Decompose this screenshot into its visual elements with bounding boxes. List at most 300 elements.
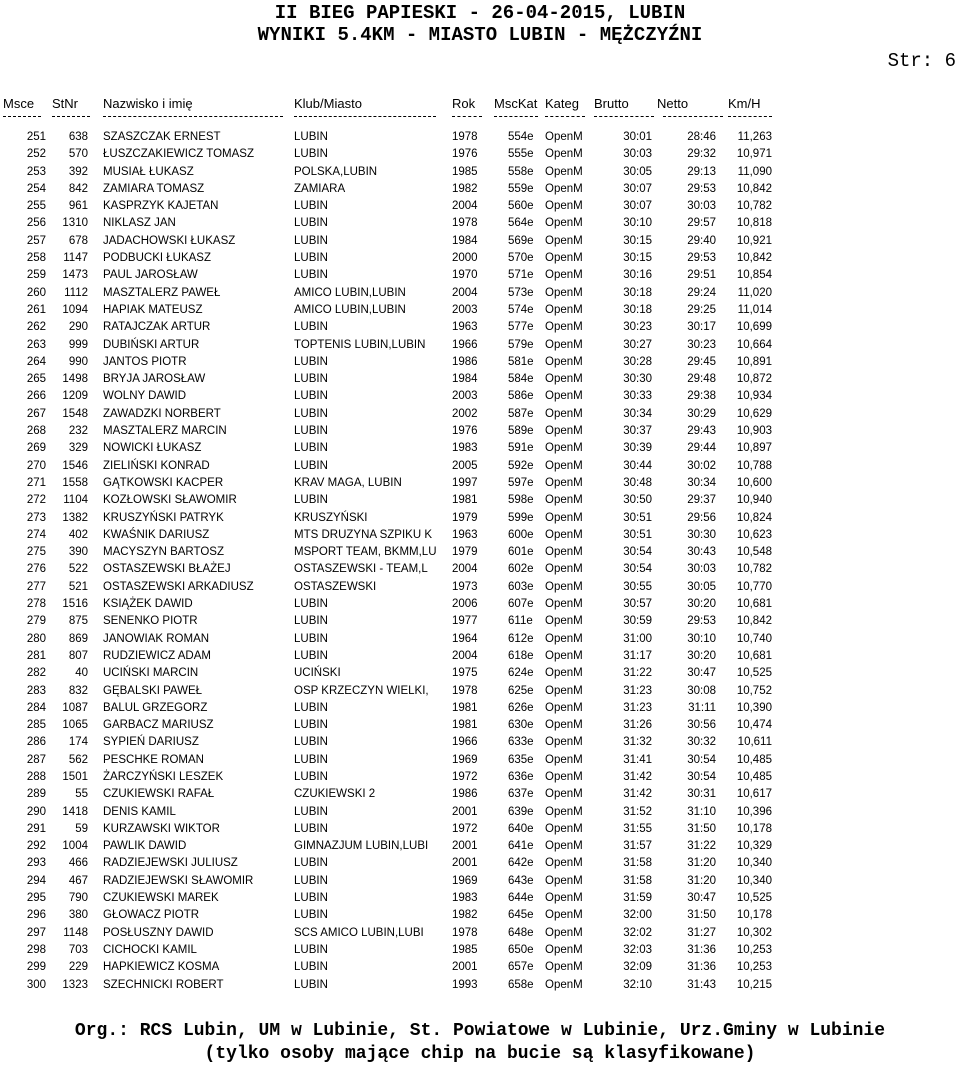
cell-kmh: 10,340 (736, 874, 772, 887)
cell-club: LUBIN (294, 598, 328, 611)
cell-name: SENENKO PIOTR (103, 615, 198, 628)
cell-year: 2003 (452, 390, 478, 403)
cell-brutto: 31:41 (623, 753, 652, 766)
cell-msckat: 636e (508, 770, 534, 783)
cell-stnr: 232 (68, 425, 88, 438)
cell-club: LUBIN (294, 822, 328, 835)
cell-place: 268 (26, 425, 46, 438)
cell-msckat: 643e (508, 874, 534, 887)
cell-name: PODBUCKI ŁUKASZ (103, 252, 211, 265)
cell-year: 2006 (452, 598, 478, 611)
cell-stnr: 1382 (62, 511, 88, 524)
cell-kateg: OpenM (545, 528, 583, 541)
cell-msckat: 658e (508, 978, 534, 991)
cell-msckat: 592e (508, 459, 534, 472)
cell-club: LUBIN (294, 857, 328, 870)
cell-brutto: 30:18 (623, 286, 652, 299)
cell-brutto: 31:17 (623, 649, 652, 662)
cell-netto: 29:37 (687, 494, 716, 507)
cell-year: 1982 (452, 909, 478, 922)
cell-kmh: 10,842 (736, 615, 772, 628)
cell-kateg: OpenM (545, 649, 583, 662)
table-row (0, 631, 960, 648)
cell-brutto: 30:55 (623, 580, 652, 593)
cell-netto: 31:22 (687, 840, 716, 853)
cell-place: 285 (26, 719, 46, 732)
cell-kateg: OpenM (545, 355, 583, 368)
cell-club: LUBIN (294, 217, 328, 230)
cell-year: 1978 (452, 926, 478, 939)
cell-msckat: 611e (508, 615, 533, 628)
cell-netto: 31:20 (687, 857, 716, 870)
cell-club: LUBIN (294, 874, 328, 887)
page-title: II BIEG PAPIESKI - 26-04-2015, LUBIN (274, 2, 686, 24)
cell-place: 274 (26, 528, 46, 541)
cell-place: 276 (26, 563, 46, 576)
cell-name: CZUKIEWSKI MAREK (103, 892, 219, 905)
cell-club: LUBIN (294, 632, 328, 645)
cell-year: 1983 (452, 892, 478, 905)
table-row (0, 510, 960, 527)
cell-msckat: 560e (508, 200, 534, 213)
cell-year: 1984 (452, 373, 478, 386)
cell-msckat: 598e (508, 494, 534, 507)
cell-club: LUBIN (294, 978, 328, 991)
cell-year: 1993 (452, 978, 478, 991)
cell-club: LUBIN (294, 943, 328, 956)
cell-year: 1985 (452, 943, 478, 956)
cell-place: 292 (26, 840, 46, 853)
cell-place: 298 (26, 943, 46, 956)
cell-club: OSTASZEWSKI - TEAM,L (294, 563, 428, 576)
table-row (0, 337, 960, 354)
cell-kmh: 10,699 (736, 321, 772, 334)
cell-club: LUBIN (294, 719, 328, 732)
table-row (0, 942, 960, 959)
col-header-msce: Msce (3, 96, 35, 111)
cell-year: 1981 (452, 719, 478, 732)
cell-netto: 29:57 (687, 217, 716, 230)
cell-kateg: OpenM (545, 303, 583, 316)
cell-name: SZECHNICKI ROBERT (103, 978, 224, 991)
cell-kateg: OpenM (545, 338, 583, 351)
cell-year: 1977 (452, 615, 478, 628)
table-row (0, 613, 960, 630)
table-row (0, 579, 960, 596)
cell-club: LUBIN (294, 200, 328, 213)
cell-netto: 30:02 (687, 459, 716, 472)
cell-netto: 29:40 (687, 234, 716, 247)
cell-msckat: 600e (508, 528, 534, 541)
cell-kmh: 10,629 (736, 407, 772, 420)
cell-club: GIMNAZJUM LUBIN,LUBI (294, 840, 429, 853)
cell-msckat: 624e (508, 667, 534, 680)
cell-netto: 30:08 (687, 684, 716, 697)
cell-name: NIKLASZ JAN (103, 217, 176, 230)
page-number: Str: 6 (887, 50, 956, 72)
cell-kmh: 10,215 (736, 978, 772, 991)
cell-club: LUBIN (294, 770, 328, 783)
cell-stnr: 40 (75, 667, 88, 680)
cell-club: LUBIN (294, 269, 328, 282)
cell-msckat: 626e (508, 701, 534, 714)
cell-stnr: 1087 (62, 701, 88, 714)
cell-place: 263 (26, 338, 46, 351)
cell-msckat: 607e (508, 598, 534, 611)
cell-stnr: 961 (68, 200, 88, 213)
cell-kateg: OpenM (545, 252, 583, 265)
cell-place: 272 (26, 494, 46, 507)
table-row (0, 890, 960, 907)
table-row (0, 285, 960, 302)
cell-kmh: 10,872 (736, 373, 772, 386)
cell-place: 270 (26, 459, 46, 472)
cell-kmh: 10,788 (736, 459, 772, 472)
cell-kmh: 10,623 (736, 528, 772, 541)
table-row (0, 527, 960, 544)
col-header-rok: Rok (452, 96, 476, 111)
cell-brutto: 31:57 (623, 840, 652, 853)
cell-name: ŁUSZCZAKIEWICZ TOMASZ (103, 148, 255, 161)
cell-club: OSTASZEWSKI (294, 580, 377, 593)
cell-kmh: 10,329 (736, 840, 772, 853)
cell-name: DUBIŃSKI ARTUR (103, 338, 200, 351)
cell-name: NOWICKI ŁUKASZ (103, 442, 202, 455)
cell-place: 295 (26, 892, 46, 905)
cell-kateg: OpenM (545, 459, 583, 472)
cell-year: 1984 (452, 234, 478, 247)
cell-year: 1963 (452, 321, 478, 334)
table-row (0, 319, 960, 336)
cell-place: 262 (26, 321, 46, 334)
cell-stnr: 380 (68, 909, 88, 922)
cell-name: HAPIAK MATEUSZ (103, 303, 203, 316)
cell-club: POLSKA,LUBIN (294, 165, 378, 178)
cell-name: SYPIEŃ DARIUSZ (103, 736, 199, 749)
cell-netto: 29:48 (687, 373, 716, 386)
cell-year: 2001 (452, 961, 478, 974)
cell-club: AMICO LUBIN,LUBIN (294, 303, 406, 316)
cell-club: LUBIN (294, 234, 328, 247)
cell-year: 1982 (452, 182, 478, 195)
cell-place: 286 (26, 736, 46, 749)
cell-netto: 31:36 (687, 943, 716, 956)
cell-kateg: OpenM (545, 269, 583, 282)
cell-brutto: 30:54 (623, 563, 652, 576)
classification-note: (tylko osoby mające chip na bucie są klasyfikowane) (204, 1044, 756, 1064)
cell-brutto: 30:03 (623, 148, 652, 161)
cell-stnr: 1323 (62, 978, 88, 991)
cell-place: 252 (26, 148, 46, 161)
table-row (0, 683, 960, 700)
cell-kmh: 10,782 (736, 200, 772, 213)
cell-msckat: 644e (508, 892, 534, 905)
table-row (0, 215, 960, 232)
cell-place: 279 (26, 615, 46, 628)
cell-msckat: 640e (508, 822, 534, 835)
cell-kateg: OpenM (545, 511, 583, 524)
table-row (0, 129, 960, 146)
cell-msckat: 555e (508, 148, 534, 161)
cell-year: 1981 (452, 494, 478, 507)
cell-kateg: OpenM (545, 563, 583, 576)
col-header-kmh: Km/H (728, 96, 761, 111)
cell-year: 1963 (452, 528, 478, 541)
cell-club: LUBIN (294, 442, 328, 455)
cell-stnr: 522 (68, 563, 88, 576)
col-header-stnr: StNr (52, 96, 78, 111)
cell-kateg: OpenM (545, 736, 583, 749)
table-row (0, 267, 960, 284)
cell-kateg: OpenM (545, 892, 583, 905)
cell-name: GĘBALSKI PAWEŁ (103, 684, 203, 697)
cell-msckat: 633e (508, 736, 534, 749)
cell-kmh: 10,740 (736, 632, 772, 645)
cell-kateg: OpenM (545, 321, 583, 334)
cell-kmh: 10,770 (736, 580, 772, 593)
cell-msckat: 574e (508, 303, 534, 316)
cell-msckat: 641e (508, 840, 534, 853)
cell-kmh: 10,617 (736, 788, 772, 801)
cell-place: 269 (26, 442, 46, 455)
cell-netto: 29:43 (687, 425, 716, 438)
cell-year: 2001 (452, 805, 478, 818)
cell-kmh: 10,681 (736, 649, 772, 662)
cell-netto: 31:50 (687, 822, 716, 835)
cell-club: MSPORT TEAM, BKMM,LU (294, 546, 437, 559)
cell-name: HAPKIEWICZ KOSMA (103, 961, 220, 974)
cell-msckat: 601e (508, 546, 534, 559)
cell-year: 1970 (452, 269, 478, 282)
cell-kateg: OpenM (545, 546, 583, 559)
cell-name: MASZTALERZ MARCIN (103, 425, 227, 438)
cell-kmh: 11,014 (737, 303, 772, 316)
cell-place: 266 (26, 390, 46, 403)
cell-stnr: 1104 (63, 494, 88, 507)
cell-kateg: OpenM (545, 632, 583, 645)
table-row (0, 475, 960, 492)
cell-msckat: 603e (508, 580, 534, 593)
cell-netto: 30:32 (687, 736, 716, 749)
cell-kateg: OpenM (545, 373, 583, 386)
cell-kmh: 10,782 (736, 563, 772, 576)
cell-name: JADACHOWSKI ŁUKASZ (103, 234, 236, 247)
cell-kateg: OpenM (545, 407, 583, 420)
cell-stnr: 703 (68, 943, 88, 956)
cell-brutto: 30:07 (623, 182, 652, 195)
cell-name: UCIŃSKI MARCIN (103, 667, 199, 680)
cell-kateg: OpenM (545, 840, 583, 853)
cell-kateg: OpenM (545, 719, 583, 732)
cell-stnr: 678 (68, 234, 88, 247)
cell-stnr: 999 (68, 338, 88, 351)
cell-msckat: 577e (508, 321, 534, 334)
cell-name: JANOWIAK ROMAN (103, 632, 210, 645)
cell-brutto: 30:37 (623, 425, 652, 438)
cell-netto: 31:36 (687, 961, 716, 974)
cell-club: OSP KRZECZYN WIELKI, (294, 684, 429, 697)
cell-msckat: 571e (508, 269, 534, 282)
cell-brutto: 31:26 (623, 719, 652, 732)
cell-kmh: 10,611 (737, 736, 772, 749)
cell-year: 2003 (452, 303, 478, 316)
cell-kmh: 10,940 (736, 494, 772, 507)
cell-name: KSIĄŻEK DAWID (103, 598, 193, 611)
cell-name: ZIELIŃSKI KONRAD (103, 459, 210, 472)
cell-place: 261 (26, 303, 46, 316)
cell-kateg: OpenM (545, 667, 583, 680)
cell-kmh: 10,485 (736, 770, 772, 783)
cell-year: 1979 (452, 546, 478, 559)
col-header-name: Nazwisko i imię (103, 96, 193, 111)
cell-stnr: 59 (75, 822, 88, 835)
cell-netto: 31:20 (687, 874, 716, 887)
table-header (0, 96, 960, 114)
cell-year: 2001 (452, 840, 478, 853)
cell-name: KWAŚNIK DARIUSZ (103, 528, 210, 541)
cell-kmh: 10,842 (736, 182, 772, 195)
page-subtitle: WYNIKI 5.4KM - MIASTO LUBIN - MĘŻCZYŹNI (257, 24, 703, 46)
table-row (0, 596, 960, 613)
cell-stnr: 390 (68, 546, 88, 559)
cell-name: BALUL GRZEGORZ (103, 701, 208, 714)
cell-stnr: 392 (68, 165, 88, 178)
cell-brutto: 31:00 (623, 632, 652, 645)
cell-club: LUBIN (294, 753, 328, 766)
cell-place: 255 (26, 200, 46, 213)
cell-club: LUBIN (294, 425, 328, 438)
cell-year: 1986 (452, 788, 478, 801)
cell-name: RADZIEJEWSKI JULIUSZ (103, 857, 238, 870)
cell-stnr: 638 (68, 131, 88, 143)
cell-name: GĄTKOWSKI KACPER (103, 476, 224, 489)
cell-stnr: 402 (68, 528, 88, 541)
cell-brutto: 31:59 (623, 892, 652, 905)
table-row (0, 561, 960, 578)
cell-brutto: 30:34 (623, 407, 652, 420)
cell-stnr: 1112 (64, 286, 88, 299)
cell-club: LUBIN (294, 252, 328, 265)
cell-msckat: 642e (508, 857, 534, 870)
cell-stnr: 521 (68, 580, 88, 593)
cell-place: 291 (26, 822, 46, 835)
cell-brutto: 32:09 (623, 961, 652, 974)
cell-netto: 30:20 (687, 649, 716, 662)
cell-kmh: 10,842 (736, 252, 772, 265)
cell-club: LUBIN (294, 736, 328, 749)
cell-netto: 30:29 (687, 407, 716, 420)
cell-kmh: 10,664 (736, 338, 772, 351)
cell-kateg: OpenM (545, 286, 583, 299)
cell-msckat: 559e (508, 182, 534, 195)
cell-club: LUBIN (294, 494, 328, 507)
cell-netto: 30:20 (687, 598, 716, 611)
table-row (0, 440, 960, 457)
cell-brutto: 31:23 (623, 684, 652, 697)
cell-brutto: 31:58 (623, 874, 652, 887)
cell-netto: 30:05 (687, 580, 716, 593)
cell-brutto: 31:42 (623, 770, 652, 783)
cell-name: ZAWADZKI NORBERT (103, 407, 221, 420)
cell-brutto: 30:51 (623, 528, 652, 541)
cell-club: LUBIN (294, 909, 328, 922)
cell-club: KRAV MAGA, LUBIN (294, 476, 402, 489)
cell-msckat: 554e (508, 131, 534, 143)
cell-year: 1978 (452, 217, 478, 230)
cell-year: 1981 (452, 701, 478, 714)
cell-kmh: 10,390 (736, 701, 772, 714)
table-row (0, 907, 960, 924)
cell-stnr: 1498 (62, 373, 88, 386)
cell-name: CICHOCKI KAMIL (103, 943, 197, 956)
cell-name: MASZTALERZ PAWEŁ (103, 286, 221, 299)
cell-year: 1976 (452, 425, 478, 438)
cell-club: SCS AMICO LUBIN,LUBI (294, 926, 424, 939)
table-row (0, 146, 960, 163)
cell-brutto: 32:00 (623, 909, 652, 922)
cell-stnr: 1148 (63, 926, 88, 939)
cell-name: POSŁUSZNY DAWID (103, 926, 214, 939)
cell-name: RATAJCZAK ARTUR (103, 321, 211, 334)
col-header-club: Klub/Miasto (294, 96, 362, 111)
cell-kateg: OpenM (545, 615, 583, 628)
table-row (0, 198, 960, 215)
cell-netto: 30:47 (687, 667, 716, 680)
table-row (0, 423, 960, 440)
cell-stnr: 1094 (62, 303, 88, 316)
cell-netto: 29:51 (687, 269, 716, 282)
cell-year: 1986 (452, 355, 478, 368)
cell-name: KURZAWSKI WIKTOR (103, 822, 220, 835)
cell-msckat: 602e (508, 563, 534, 576)
cell-year: 2004 (452, 286, 478, 299)
cell-stnr: 290 (68, 321, 88, 334)
cell-kmh: 10,485 (736, 753, 772, 766)
table-row (0, 838, 960, 855)
cell-place: 296 (26, 909, 46, 922)
cell-brutto: 30:18 (623, 303, 652, 316)
cell-year: 2001 (452, 857, 478, 870)
cell-kateg: OpenM (545, 943, 583, 956)
cell-place: 267 (26, 407, 46, 420)
cell-msckat: 564e (508, 217, 534, 230)
cell-place: 273 (26, 511, 46, 524)
cell-msckat: 639e (508, 805, 534, 818)
cell-msckat: 570e (508, 252, 534, 265)
cell-kateg: OpenM (545, 788, 583, 801)
cell-msckat: 586e (508, 390, 534, 403)
table-row (0, 665, 960, 682)
cell-msckat: 648e (508, 926, 534, 939)
table-row (0, 734, 960, 751)
table-row (0, 371, 960, 388)
cell-netto: 30:30 (687, 528, 716, 541)
cell-stnr: 570 (68, 148, 88, 161)
cell-stnr: 1473 (62, 269, 88, 282)
cell-kateg: OpenM (545, 200, 583, 213)
cell-netto: 28:46 (687, 131, 716, 143)
cell-netto: 29:32 (687, 148, 716, 161)
cell-year: 1975 (452, 667, 478, 680)
cell-netto: 30:43 (687, 546, 716, 559)
cell-brutto: 30:48 (623, 476, 652, 489)
cell-netto: 31:27 (687, 926, 716, 939)
table-row (0, 233, 960, 250)
cell-year: 1969 (452, 753, 478, 766)
cell-kateg: OpenM (545, 909, 583, 922)
cell-netto: 29:53 (687, 182, 716, 195)
cell-msckat: 584e (508, 373, 534, 386)
